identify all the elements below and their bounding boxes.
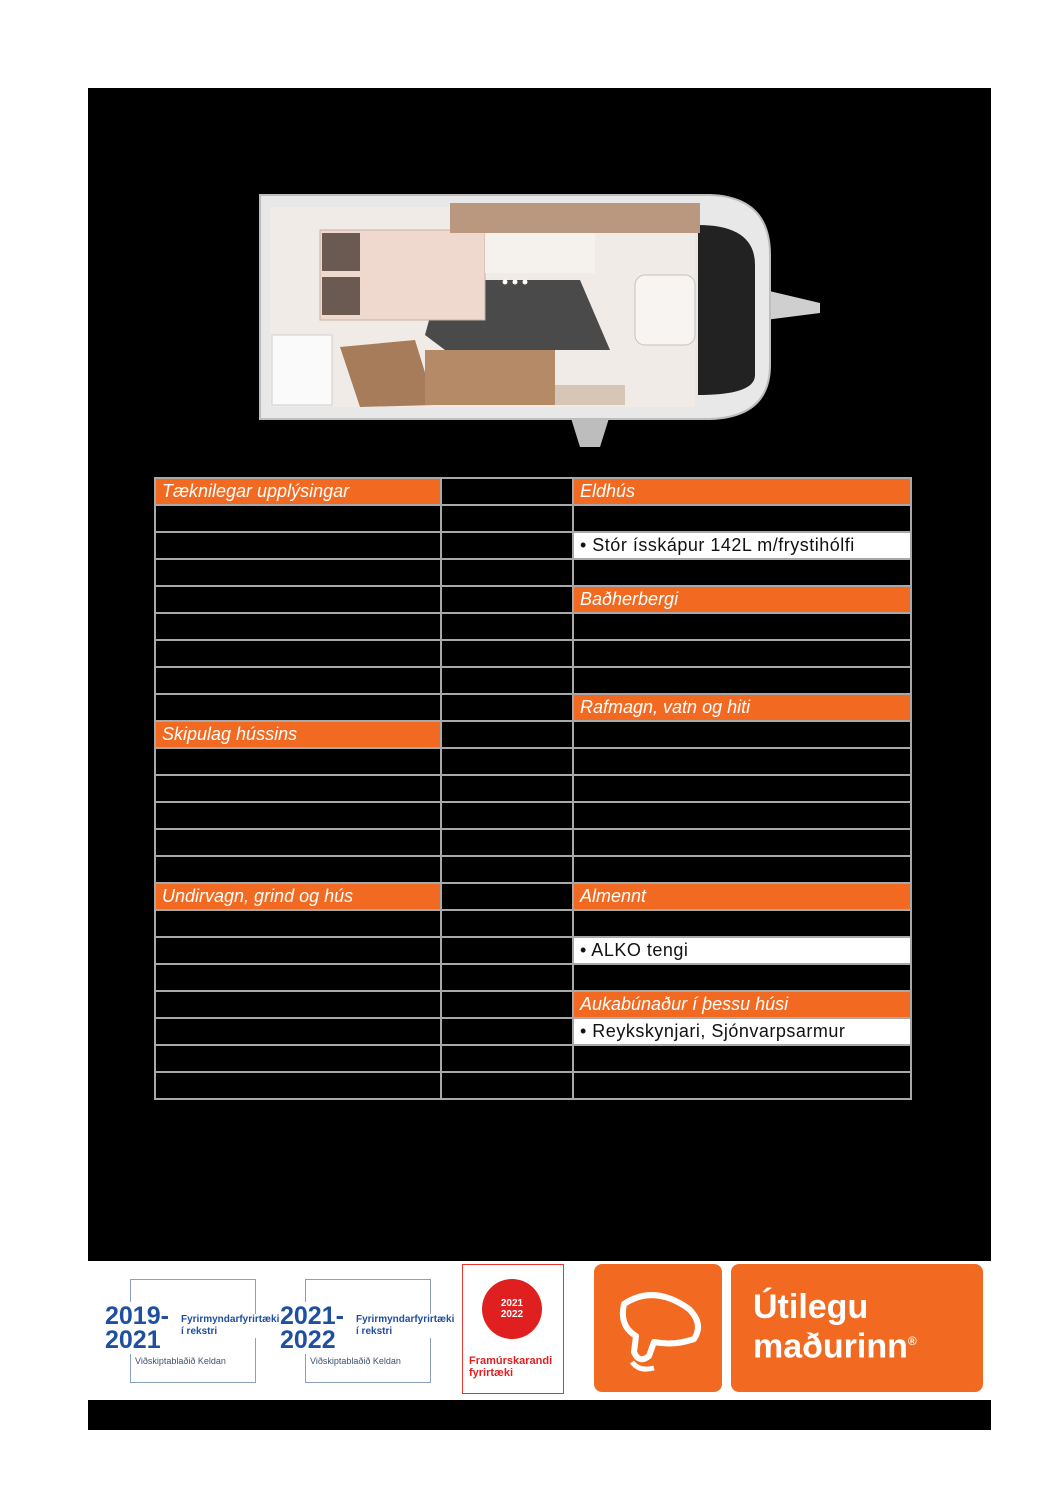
redacted-cell (441, 640, 573, 667)
spec-row (155, 775, 911, 802)
redacted-cell (155, 694, 441, 721)
spec-row (155, 559, 911, 586)
specification-table (154, 477, 912, 1100)
badge-years: 2019- 2021 (105, 1302, 169, 1354)
redacted-cell (573, 559, 911, 586)
redacted-cell (441, 613, 573, 640)
redacted-cell (441, 1018, 573, 1045)
spec-item-cell: • Stór ísskápur 142L m/frystihólfi (573, 532, 911, 559)
redacted-cell (573, 775, 911, 802)
badge-text: Fyrirmyndarfyrirtæki í rekstri (181, 1314, 280, 1337)
redacted-cell (441, 532, 573, 559)
redacted-cell (441, 748, 573, 775)
redacted-cell (573, 640, 911, 667)
redacted-cell (155, 964, 441, 991)
spec-row (155, 1018, 911, 1045)
redacted-cell (441, 667, 573, 694)
redacted-cell (441, 802, 573, 829)
redacted-cell (441, 775, 573, 802)
spec-row (155, 1072, 911, 1099)
redacted-cell (573, 748, 911, 775)
spec-row (155, 802, 911, 829)
spec-row (155, 964, 911, 991)
fyrirmyndarfyrirtaeki-badge-2021-2022 (280, 1279, 455, 1383)
redacted-cell (573, 1072, 911, 1099)
redacted-cell (573, 505, 911, 532)
redacted-cell (441, 586, 573, 613)
spec-row (155, 478, 911, 505)
redacted-cell (155, 586, 441, 613)
redacted-cell (441, 856, 573, 883)
redacted-cell (441, 694, 573, 721)
section-header-cell: Almennt (573, 883, 911, 910)
redacted-cell (155, 613, 441, 640)
redacted-cell (441, 991, 573, 1018)
redacted-cell (155, 991, 441, 1018)
spec-row (155, 748, 911, 775)
spec-row (155, 721, 911, 748)
redacted-cell (441, 721, 573, 748)
redacted-cell (441, 505, 573, 532)
redacted-cell (441, 883, 573, 910)
spec-row (155, 1045, 911, 1072)
spec-row (155, 667, 911, 694)
section-header-cell: Baðherbergi (573, 586, 911, 613)
redacted-cell (155, 775, 441, 802)
spec-row (155, 829, 911, 856)
brand-line-2-text: maðurinn (753, 1327, 908, 1366)
registered-mark: ® (907, 1334, 917, 1348)
redacted-cell (155, 1045, 441, 1072)
redacted-cell (441, 964, 573, 991)
redacted-cell (155, 802, 441, 829)
spec-item-cell: • ALKO tengi (573, 937, 911, 964)
spec-row (155, 910, 911, 937)
section-header-cell: Undirvagn, grind og hús (155, 883, 441, 910)
redacted-cell (573, 829, 911, 856)
framurskarandi-seal-icon (482, 1279, 542, 1339)
spec-row (155, 532, 911, 559)
redacted-cell (441, 937, 573, 964)
spec-row (155, 505, 911, 532)
redacted-cell (573, 721, 911, 748)
spec-item-cell: • Reykskynjari, Sjónvarpsarmur (573, 1018, 911, 1045)
seal-years: 2021 2022 (500, 1298, 524, 1320)
utilegumadurinn-face-logo (594, 1264, 722, 1392)
redacted-cell (155, 559, 441, 586)
face-icon (594, 1264, 722, 1392)
redacted-cell (155, 910, 441, 937)
redacted-cell (573, 910, 911, 937)
redacted-cell (573, 802, 911, 829)
redacted-cell (441, 559, 573, 586)
framurskarandi-caption: Framúrskarandi fyrirtæki (469, 1355, 553, 1379)
brand-line-1: Útilegu (753, 1288, 869, 1326)
badge-publisher: Viðskiptablaðið Keldan (310, 1356, 401, 1366)
redacted-cell (155, 856, 441, 883)
redacted-cell (441, 910, 573, 937)
spec-row (155, 991, 911, 1018)
redacted-cell (441, 478, 573, 505)
redacted-cell (441, 1045, 573, 1072)
redacted-cell (155, 937, 441, 964)
redacted-cell (573, 1045, 911, 1072)
badge-publisher: Viðskiptablaðið Keldan (135, 1356, 226, 1366)
utilegumadurinn-wordmark (731, 1264, 983, 1392)
redacted-cell (441, 829, 573, 856)
redacted-cell (155, 1018, 441, 1045)
spec-row (155, 586, 911, 613)
section-header-cell: Eldhús (573, 478, 911, 505)
badge-text: Fyrirmyndarfyrirtæki í rekstri (356, 1314, 455, 1337)
redacted-cell (155, 667, 441, 694)
badge-years: 2021- 2022 (280, 1302, 344, 1354)
redacted-cell (573, 613, 911, 640)
redacted-cell (155, 505, 441, 532)
brand-line-2 (753, 1324, 917, 1366)
spec-row (155, 856, 911, 883)
framurskarandi-fyrirtaeki-logo (462, 1264, 564, 1394)
black-bottom-strip (88, 1400, 991, 1430)
redacted-cell (155, 1072, 441, 1099)
redacted-cell (573, 964, 911, 991)
section-header-cell: Aukabúnaður í þessu húsi (573, 991, 911, 1018)
spec-row (155, 937, 911, 964)
redacted-cell (441, 1072, 573, 1099)
spec-row (155, 694, 911, 721)
spec-row (155, 883, 911, 910)
section-header-cell: Rafmagn, vatn og hiti (573, 694, 911, 721)
caravan-floorplan-image (250, 185, 830, 450)
redacted-cell (573, 667, 911, 694)
fyrirmyndarfyrirtaeki-badge-2019-2021 (105, 1279, 280, 1383)
section-header-cell: Tæknilegar upplýsingar (155, 478, 441, 505)
redacted-cell (155, 829, 441, 856)
spec-row (155, 640, 911, 667)
redacted-cell (155, 748, 441, 775)
redacted-cell (155, 640, 441, 667)
spec-row (155, 613, 911, 640)
section-header-cell: Skipulag hússins (155, 721, 441, 748)
redacted-cell (155, 532, 441, 559)
redacted-cell (573, 856, 911, 883)
